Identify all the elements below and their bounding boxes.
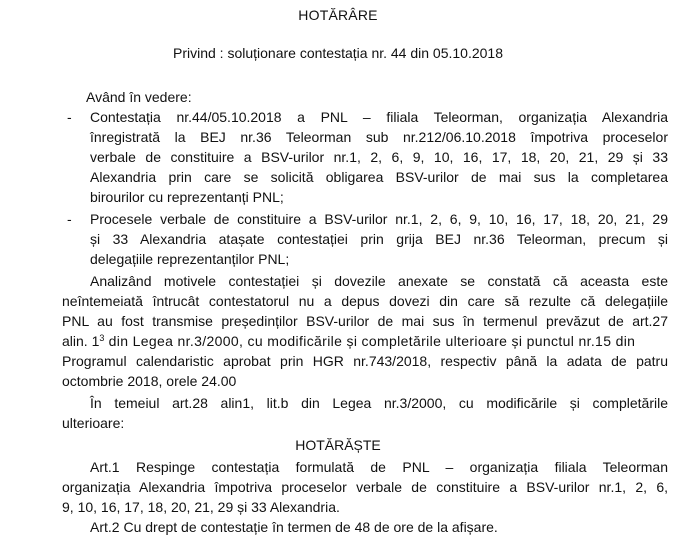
bullet1-line: verbale de constituire a BSV-urilor nr.1, 2, 6, 9, 10, 16, 17, 18, 20, 21, 29 și 33 xyxy=(90,149,668,165)
bullet1-line: birourilor cu reprezentanți PNL; xyxy=(90,189,284,205)
paragraph-line: ulterioare: xyxy=(62,415,125,431)
article-line: Art.1 Respinge contestația formulată de PNL – organizația filiala Teleorman xyxy=(90,459,668,475)
paragraph-line-with-superscript xyxy=(62,332,668,352)
article-line: organizația Alexandria împotriva proceselor verbale de constituire a BSV-urilor nr.1, 2, 6, xyxy=(62,479,668,495)
paragraph-line: În temeiul art.28 alin1, lit.b din Legea nr.3/2000, cu modificările și completările xyxy=(90,395,668,411)
article-line: Art.2 Cu drept de contestație în termen de 48 de ore de la afișare. xyxy=(90,519,498,535)
paragraph-line: neîntemeiată întrucât contestatorul nu a depus dovezi din care să rezulte că delegațiile xyxy=(62,293,668,309)
paragraph-text: din Legea nr.3/2000, cu modificările și completările ulterioare și punctul nr.15 din xyxy=(104,333,636,349)
paragraph-line: octombrie 2018, orele 24.00 xyxy=(62,373,237,389)
decision-heading: HOTĂRĂȘTE xyxy=(295,437,381,453)
bullet2-line: delegațiile reprezentanților PNL; xyxy=(90,251,290,267)
bullet2-line: și 33 Alexandria atașate contestației prin grija BEJ nr.36 Teleorman, precum și xyxy=(90,231,668,247)
intro-line: Având în vedere: xyxy=(86,89,192,105)
bullet-marker: - xyxy=(67,211,72,227)
superscript: 3 xyxy=(99,333,105,343)
bullet2-line: Procesele verbale de constituire a BSV-urilor nr.1, 2, 6, 9, 10, 16, 17, 18, 20, 21, 29 xyxy=(90,211,668,227)
paragraph-line: Programul calendaristic aprobat prin HGR nr.743/2018, respectiv până la adata de patru xyxy=(62,353,668,369)
document-subtitle: Privind : soluționare contestația nr. 44 din 05.10.2018 xyxy=(173,45,503,61)
paragraph-line: Analizând motivele contestației și dovezile anexate se constată că aceasta este xyxy=(90,273,668,289)
bullet1-line: Alexandria prin care se solicită obligarea BSV-urilor de mai sus la completarea xyxy=(90,169,668,185)
bullet1-line: înregistrată la BEJ nr.36 Teleorman sub nr.212/06.10.2018 împotriva proceselor xyxy=(90,129,668,145)
paragraph-line: PNL au fost transmise președinților BSV-urilor de mai sus în termenul prevăzut de art.27 xyxy=(62,313,668,329)
paragraph-text: alin. 1 xyxy=(62,333,100,349)
bullet1-line: Contestația nr.44/05.10.2018 a PNL – filiala Teleorman, organizația Alexandria xyxy=(90,109,668,125)
article-line: 9, 10, 16, 17, 18, 20, 21, 29 și 33 Alexandria. xyxy=(62,499,340,515)
document-title: HOTĂRÂRE xyxy=(298,7,378,23)
bullet-marker: - xyxy=(67,109,72,125)
